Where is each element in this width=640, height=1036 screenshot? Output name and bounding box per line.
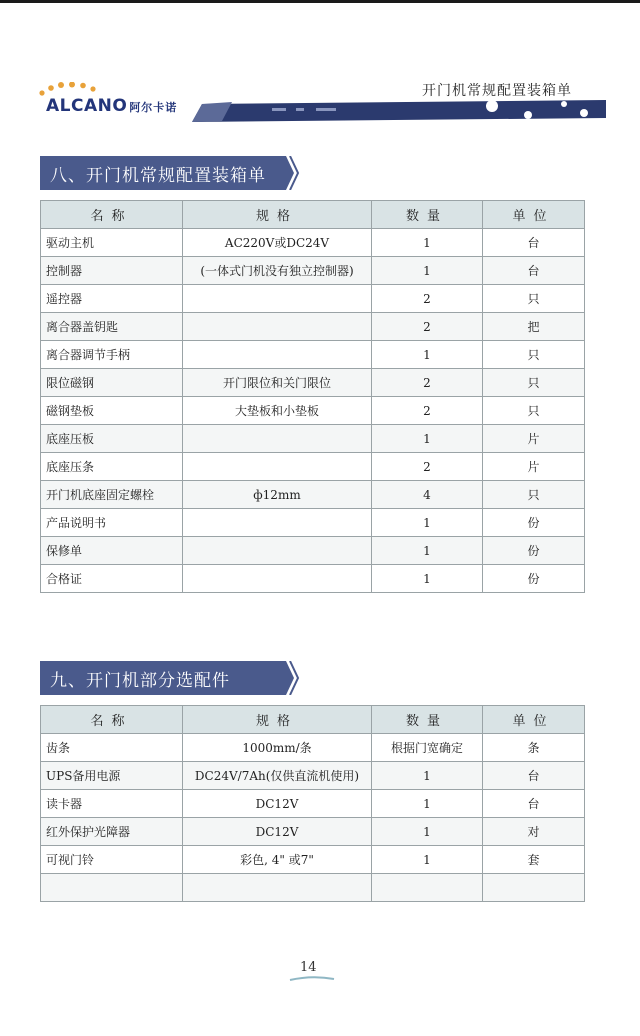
cell-name: 底座压条	[41, 453, 183, 481]
cell-unit: 条	[483, 734, 585, 762]
cell-spec: (一体式门机没有独立控制器)	[183, 257, 372, 285]
cell-spec: AC220V或DC24V	[183, 229, 372, 257]
cell-name: 产品说明书	[41, 509, 183, 537]
section-heading-text: 九、开门机部分选配件	[50, 671, 230, 691]
column-header-spec: 规格	[183, 201, 372, 229]
table-row	[41, 818, 585, 846]
cell-spec: 大垫板和小垫板	[183, 397, 372, 425]
table-row	[41, 874, 585, 902]
table-row	[41, 734, 585, 762]
table-row	[41, 257, 585, 285]
cell-qty: 1	[372, 762, 483, 790]
cell-unit: 份	[483, 509, 585, 537]
cell-unit: 份	[483, 565, 585, 593]
cell-name: 齿条	[41, 734, 183, 762]
cell-unit: 把	[483, 313, 585, 341]
cell-name: 底座压板	[41, 425, 183, 453]
cell-spec	[183, 313, 372, 341]
cell-name: 合格证	[41, 565, 183, 593]
cell-name: 限位磁钢	[41, 369, 183, 397]
section-heading-packing-list	[40, 156, 302, 190]
top-border	[0, 0, 640, 3]
logo-text-cn: 阿尔卡诺	[129, 101, 178, 114]
cell-unit: 只	[483, 397, 585, 425]
column-header-spec: 规格	[183, 706, 372, 734]
cell-spec	[183, 425, 372, 453]
cell-spec	[183, 453, 372, 481]
table-row	[41, 509, 585, 537]
column-header-qty: 数量	[372, 201, 483, 229]
logo-text-en: ALCANO	[46, 96, 128, 116]
column-header-qty: 数量	[372, 706, 483, 734]
cell-qty: 1	[372, 537, 483, 565]
cell-unit: 只	[483, 341, 585, 369]
cell-unit: 套	[483, 846, 585, 874]
cell-name: 开门机底座固定螺栓	[41, 481, 183, 509]
column-header-unit: 单位	[483, 201, 585, 229]
table-row	[41, 762, 585, 790]
table-row	[41, 229, 585, 257]
cell-qty: 1	[372, 341, 483, 369]
table-row	[41, 285, 585, 313]
table-row	[41, 565, 585, 593]
optional-parts-body	[41, 734, 585, 902]
cell-qty: 1	[372, 846, 483, 874]
cell-qty: 1	[372, 818, 483, 846]
cell-name: 可视门铃	[41, 846, 183, 874]
logo-wordmark	[46, 96, 177, 116]
cell-spec: ф12mm	[183, 481, 372, 509]
cell-unit	[483, 874, 585, 902]
alcano-logo	[32, 82, 202, 122]
cell-unit: 只	[483, 369, 585, 397]
cell-spec: DC12V	[183, 790, 372, 818]
cell-name: 磁钢垫板	[41, 397, 183, 425]
cell-unit: 片	[483, 425, 585, 453]
table-row	[41, 453, 585, 481]
cell-qty: 1	[372, 425, 483, 453]
cell-qty: 1	[372, 509, 483, 537]
column-header-unit: 单位	[483, 706, 585, 734]
cell-qty: 1	[372, 229, 483, 257]
cell-qty: 1	[372, 257, 483, 285]
cell-unit: 台	[483, 229, 585, 257]
cell-name: 红外保护光障器	[41, 818, 183, 846]
table-row	[41, 537, 585, 565]
cell-spec	[183, 537, 372, 565]
cell-qty: 根据门宽确定	[372, 734, 483, 762]
cell-name: 读卡器	[41, 790, 183, 818]
cell-unit: 对	[483, 818, 585, 846]
table-header-row	[41, 201, 585, 229]
column-header-name: 名称	[41, 706, 183, 734]
table-row	[41, 846, 585, 874]
cell-unit: 片	[483, 453, 585, 481]
cell-name	[41, 874, 183, 902]
optional-parts-table	[40, 705, 585, 902]
cell-qty: 2	[372, 397, 483, 425]
cell-name: 控制器	[41, 257, 183, 285]
table-row	[41, 369, 585, 397]
cell-spec	[183, 285, 372, 313]
cell-spec: DC12V	[183, 818, 372, 846]
cell-unit: 台	[483, 257, 585, 285]
cell-spec: 开门限位和关门限位	[183, 369, 372, 397]
table-header-row	[41, 706, 585, 734]
cell-qty: 2	[372, 453, 483, 481]
section-heading-text: 八、开门机常规配置装箱单	[50, 166, 266, 186]
cell-qty: 2	[372, 369, 483, 397]
cell-unit: 只	[483, 481, 585, 509]
cell-name: 驱动主机	[41, 229, 183, 257]
cell-qty: 2	[372, 285, 483, 313]
cell-unit: 台	[483, 790, 585, 818]
packing-list-table	[40, 200, 585, 593]
cell-name: 遥控器	[41, 285, 183, 313]
table-row	[41, 313, 585, 341]
column-header-name: 名称	[41, 201, 183, 229]
cell-qty: 1	[372, 790, 483, 818]
header-title: 开门机常规配置装箱单	[422, 83, 572, 99]
table-row	[41, 341, 585, 369]
section-heading-optional-parts	[40, 661, 302, 695]
cell-qty: 1	[372, 565, 483, 593]
cell-name: 离合器调节手柄	[41, 341, 183, 369]
table-row	[41, 397, 585, 425]
cell-unit: 台	[483, 762, 585, 790]
cell-name: UPS备用电源	[41, 762, 183, 790]
cell-spec: 1000mm/条	[183, 734, 372, 762]
page-number: 14	[300, 960, 317, 975]
cell-name: 离合器盖钥匙	[41, 313, 183, 341]
cell-unit: 份	[483, 537, 585, 565]
table-row	[41, 481, 585, 509]
header-decorative-band	[192, 96, 606, 122]
packing-list-body	[41, 229, 585, 593]
page-number-swoosh	[288, 974, 336, 984]
cell-spec	[183, 874, 372, 902]
cell-unit: 只	[483, 285, 585, 313]
cell-spec	[183, 565, 372, 593]
table-row	[41, 425, 585, 453]
cell-spec	[183, 341, 372, 369]
cell-name: 保修单	[41, 537, 183, 565]
cell-spec	[183, 509, 372, 537]
cell-qty: 2	[372, 313, 483, 341]
cell-qty	[372, 874, 483, 902]
cell-spec: DC24V/7Ah(仅供直流机使用)	[183, 762, 372, 790]
cell-spec: 彩色, 4" 或7"	[183, 846, 372, 874]
cell-qty: 4	[372, 481, 483, 509]
logo-dots-icon	[38, 82, 108, 96]
table-row	[41, 790, 585, 818]
